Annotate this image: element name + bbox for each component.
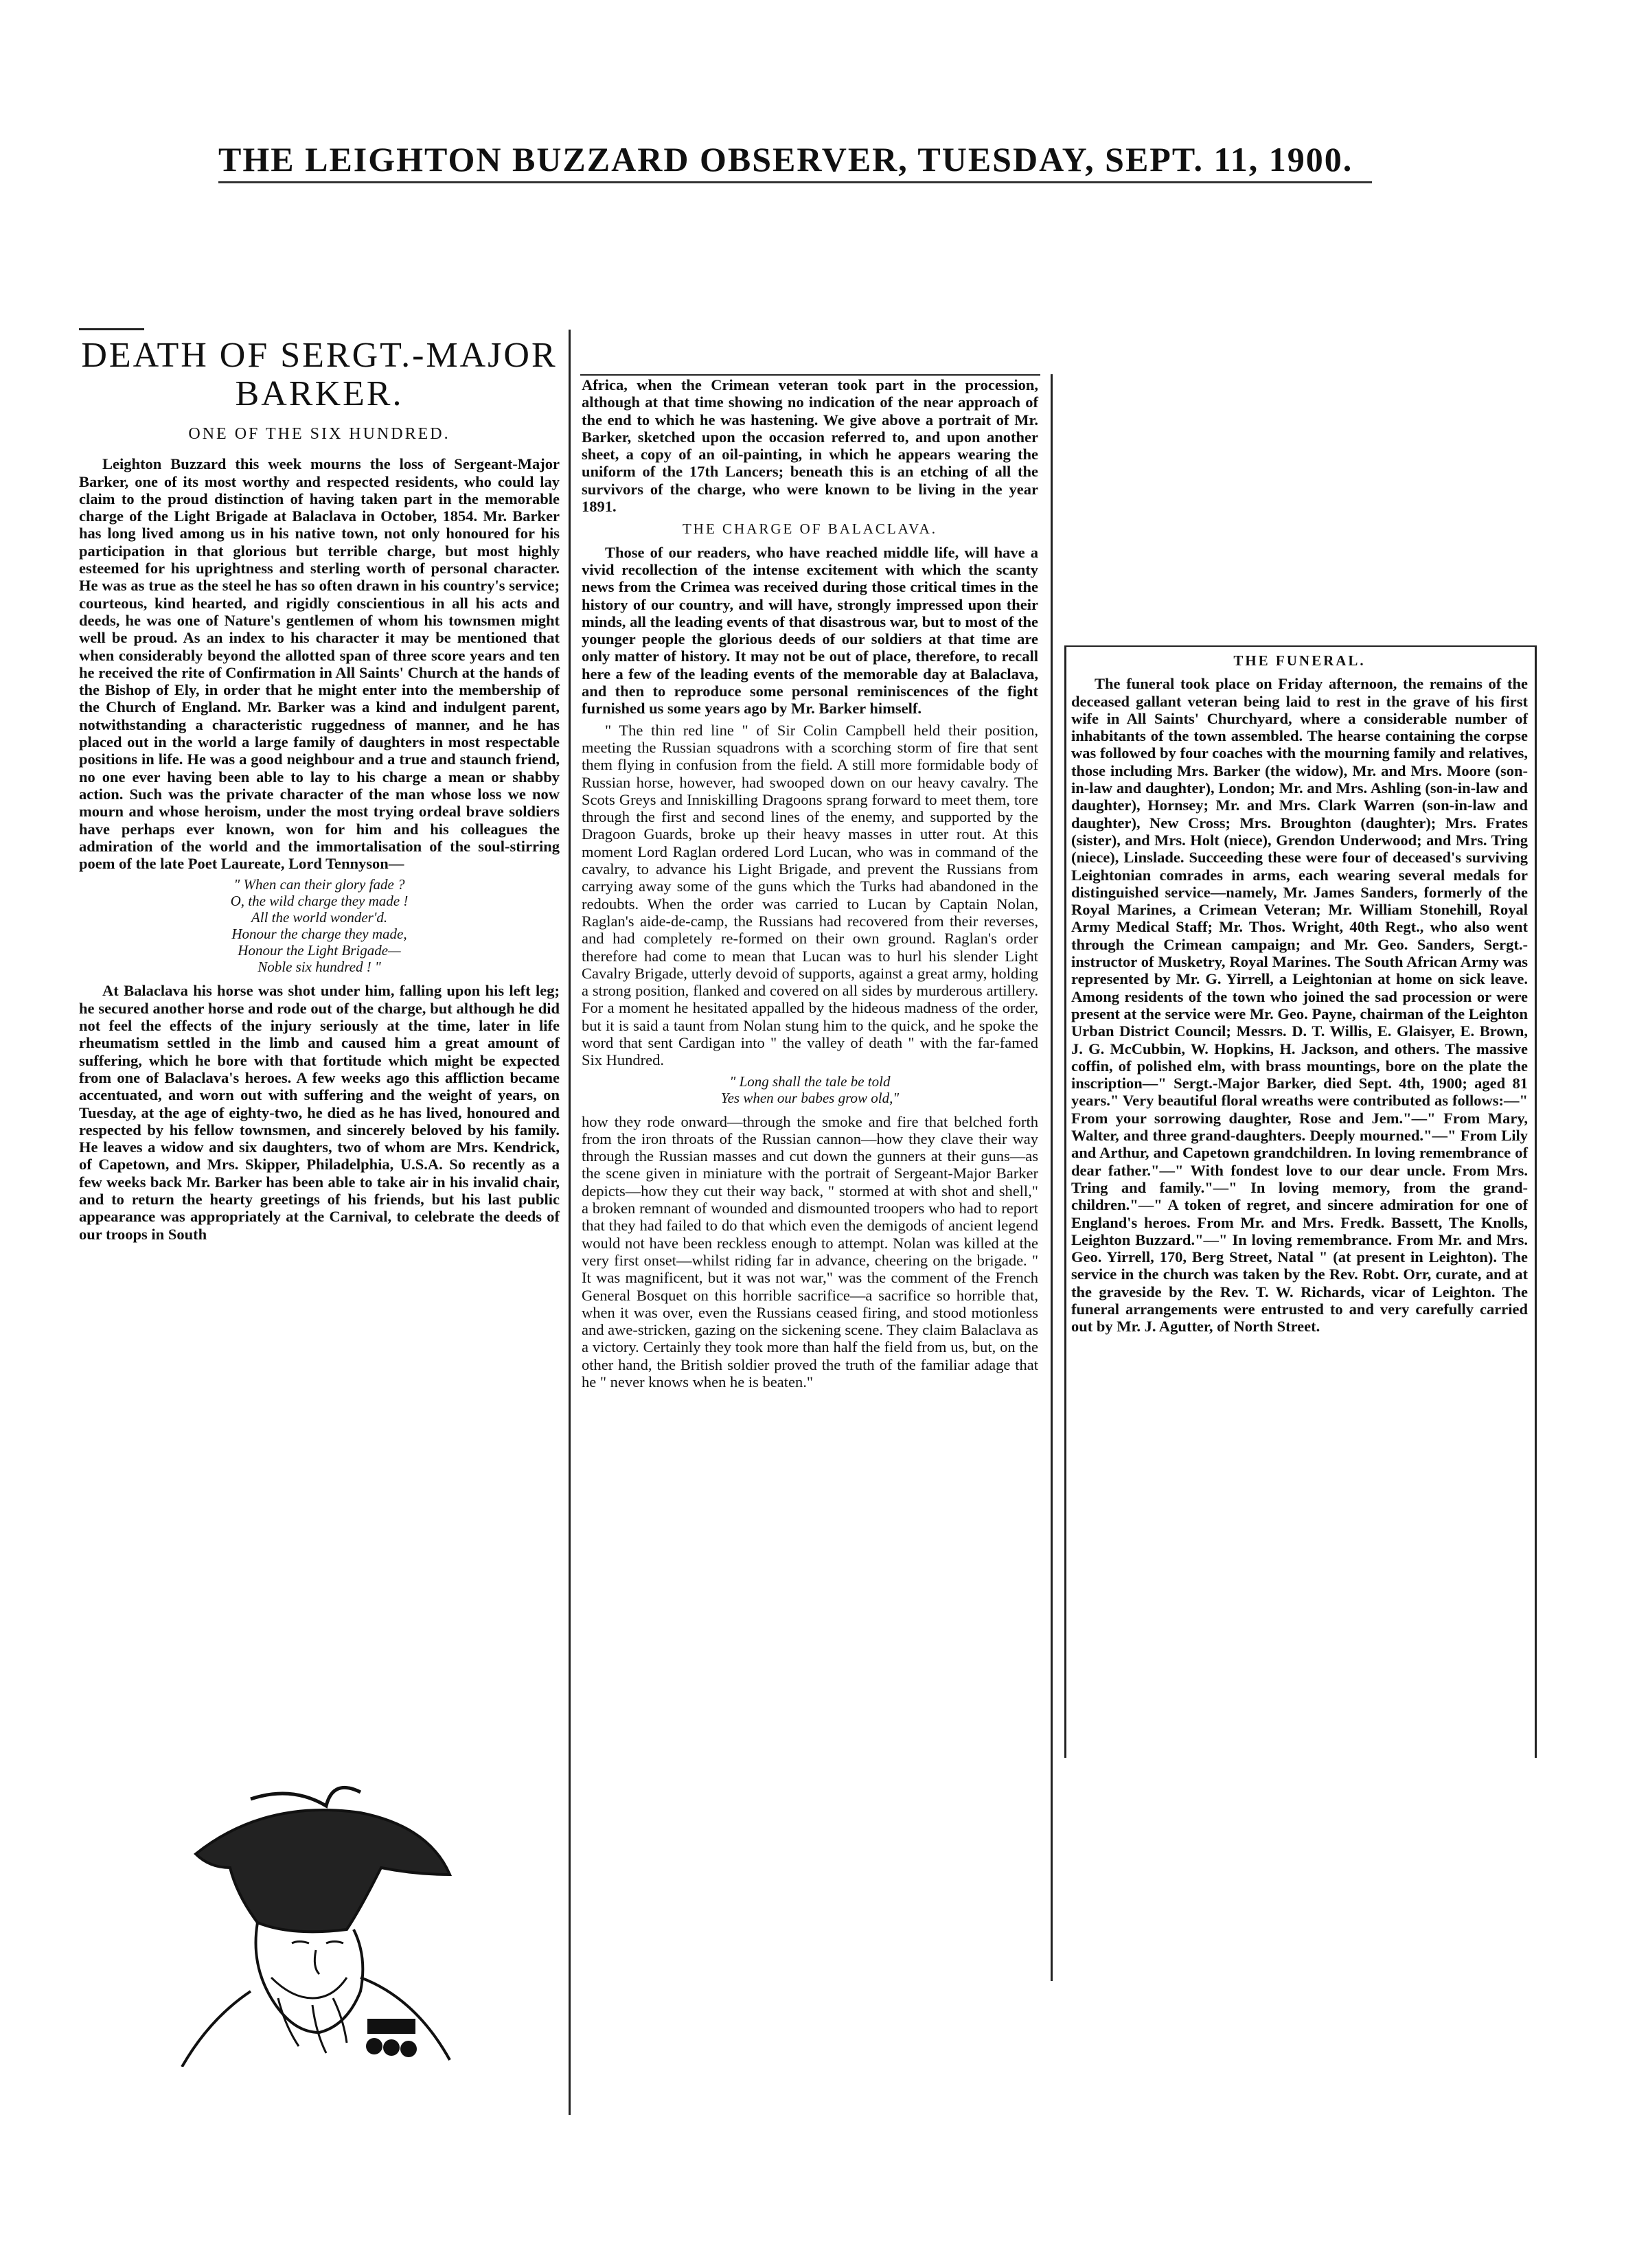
poem-line: Yes when our babes grow old," (720, 1089, 900, 1106)
poem-line: Honour the charge they made, (231, 926, 407, 943)
portrait-sketch-barker (154, 1772, 477, 2067)
article-paragraph: Africa, when the Crimean veteran took part in the procession, although at that time showing no indication of the near approach of the end to which he was hastening. We give above a portrait of Mr. Barker, sketched upon the occasion referred to, and upon another sheet, a copy of an oil-painting, in which he appears wearing the uniform of the 17th Lancers; beneath this is an etching of all the survivors of the charge, who were known to be living in the year 1891. (582, 376, 1038, 516)
column2-top-rule (580, 374, 1040, 376)
funeral-paragraph: The funeral took place on Friday afternoon, the remains of the deceased gallant veteran being laid to rest in the grave of his first wife in All Saints' Churchyard, where a considerable number of inhabitants of the town assembled. The hearse containing the corpse was followed by four coaches with the mourning family and relatives, those including Mrs. Barker (the widow), Mr. and Mrs. Moore (son-in-law and daughter), London; Mr. and Mrs. Ashling (son-in-law and daughter), Hornsey; Mr. and Mrs. Clark Warren (son-in-law and daughter), New Cross; Mrs. Broughton (daughter); Mrs. Frates (sister), and Mrs. Holt (niece), Grendon Underwood; and Mrs. Tring (niece), Linslade. Succeeding these were four of deceased's surviving Leightonian comrades in arms, each wearing several medals for distinguished service—namely, Mr. James Sanders, formerly of the Royal Marines, a Crimean Veteran; Mr. William Stonehill, Royal Army Medical Staff; Mr. Thos. Wright, 40th Regt., who also went through the Crimean campaign; and Mr. Geo. Sanders, Sergt.-instructor of Musketry, Royal Marines. The South African Army was represented by Mr. G. Yirrell, a Leightonian at home on sick leave. Among residents of the town who joined the sad procession or were present at the service were Mr. Geo. Payne, chairman of the Leighton Urban District Council; Messrs. D. T. Willis, E. Glaisyer, E. Brown, J. G. McCubbin, W. Hopkins, H. Jackson, and others. The massive coffin, of polished elm, with brass mountings, bore on the plate the inscription—" Sergt.-Major Barker, died Sept. 4th, 1900; aged 81 years." Very beautiful floral wreaths were contributed as follows:—" From your sorrowing daughter, Rose and Jem."—" From Mary, Walter, and three grand-daughters. Deeply mourned."—" From Lily and Arthur, and Capetown grandchildren. In loving remembrance of dear father."—" With fondest love to our dear uncle. From Mrs. Tring and family."—" In loving memory, from the grand-children."—" A token of regret, and sincere admiration for one of England's heroes. From Mr. and Mrs. Fredk. Bassett, The Knolls, Leighton Buzzard."—" In loving remembrance. From Mr. and Mrs. Geo. Yirrell, 170, Berg Street, Natal " (at present in Leighton). The service in the church was taken by the Rev. Robt. Orr, curate, and at the graveside by the Rev. T. W. Richards, vicar of Leighton. The funeral arrangements were entrusted to and very carefully carried out by Mr. J. Agutter, of North Street. (1071, 675, 1528, 1336)
article-paragraph: " The thin red line " of Sir Colin Campbell held their position, meeting the Russian squadrons with a scorching storm of fire that sent them flying in confusion from the field. A still more formidable body of Russian horse, however, had swooped down on our heavy cavalry. The Scots Greys and Inniskilling Dragoons sprang forward to meet them, tore through the first and second lines of the enemy, and supported by the Dragoon Guards, broke up their heavy masses in utter rout. At this moment Lord Raglan ordered Lord Lucan, who was in command of the cavalry, to advance his Light Brigade, and prevent the Russians from carrying away some of the guns which the Turks had abandoned in the redoubts. When the order was carried to Lucan by Captain Nolan, Raglan's aide-de-camp, the Russians had recovered from their reverses, and had completely re-formed on their own ground. Raglan's order therefore had come to mean that Lucan was to hurl his slender Light Cavalry Brigade, utterly devoid of supports, against a great army, holding a strong position, flanked and covered on all sides by murderous artillery. For a moment he hesitated appalled by the hideous madness of the order, but it is said a taunt from Nolan stung him to the quick, and he spoke the word that sent Cardigan into " the valley of death " with the far-famed Six Hundred. (582, 721, 1038, 1069)
column-rule-2 (1051, 374, 1053, 1981)
article-paragraph: how they rode onward—through the smoke and fire that belched forth from the iron throats of the Russian cannon—how they clave their way through the Russian masses and cut down the gunners at their guns—as the scene given in miniature with the portrait of Sergeant-Major Barker depicts—how they cut their way back, " stormed at with shot and shell," a broken remnant of wounded and dismounted troopers who had to report that they had failed to do that which even the demigods of ancient legend would not have been reckless enough to attempt. Nolan was killed at the very first onset—whilst riding far in advance, cheering on the brigade. " It was magnificent, but it was not war," was the comment of the French General Bosquet on this horrible sacrifice—a sacrifice so horrible that, when it was over, even the Russians ceased firing, and stood motionless and awe-stricken, gazing on the sickening scene. They claim Balaclava as a victory. Certainly they took more than half the field from us, but, on the other hand, the British soldier proved the truth of the familiar adage that he " never knows when he is beaten." (582, 1112, 1038, 1391)
poem-quote-long-tale (582, 1073, 1038, 1106)
funeral-box-left-rule (1064, 645, 1066, 1758)
poem-quote-tennyson (79, 876, 560, 975)
article-paragraph: Leighton Buzzard this week mourns the loss of Sergeant-Major Barker, one of its most worthy and respected residents, who could lay claim to the proud distinction of having taken part in the memorable charge of the Light Brigade at Balaclava in October, 1854. Mr. Barker has long lived among us in his native town, not only honoured for his participation in that glorious but terrible charge, but most highly esteemed for his uprightness and sterling worth of personal character. He was as true as the steel he has so often drawn in his country's service; courteous, kind hearted, and rigidly conscientious in all his acts and deeds, he was one of Nature's gentlemen of whom his townsmen might well be proud. As an index to his character it may be mentioned that when considerably beyond the allotted span of three score years and ten he received the rite of Confirmation in All Saints' Church at the hands of the Bishop of Ely, in order that he might enter into the membership of the Church of England. Mr. Barker was a kind and indulgent parent, notwithstanding a characteristic ruggedness of manner, and he has placed out in the world a large family of daughters in most respectable positions in life. He was a good neighbour and a true and staunch friend, no one ever having been able to lay to his charge a mean or shabby action. Such was the private character of the man whose loss we now mourn and whose heroism, under the most trying ordeal brave soldiers have perhaps ever known, won for him and his colleagues the admiration of the world and the immortalisation of the soul-stirring poem of the late Poet Laureate, Lord Tennyson— (79, 455, 560, 873)
article-column-1 (79, 336, 560, 1247)
masthead: THE LEIGHTON BUZZARD OBSERVER, TUESDAY, SEPT. 11, 1900. (218, 137, 1372, 183)
poem-line: All the world wonder'd. (251, 909, 388, 926)
column-rule-1 (569, 330, 571, 2115)
poem-line: " When can their glory fade ? (233, 876, 405, 893)
funeral-box-right-rule (1535, 645, 1537, 1758)
poem-line: Noble six hundred ! " (258, 959, 381, 976)
headline-top-rule (79, 328, 144, 330)
article-column-2 (582, 376, 1038, 1395)
poem-line: Honour the Light Brigade— (238, 942, 401, 959)
poem-line: " Long shall the tale be told (729, 1073, 891, 1090)
article-paragraph: Those of our readers, who have reached middle life, will have a vivid recollection of the intense excitement with which the scanty news from the Crimea was received during those critical times in the history of our country, and will have, strongly impressed upon their minds, all the leading events of that disastrous war, but to most of the younger people the glorious deeds of our soldiers at that time are only matter of history. It may not be out of place, therefore, to recall here a few of the leading events of the memorable day at Balaclava, and then to reproduce some personal reminiscences of the fight furnished us some years ago by Mr. Barker himself. (582, 543, 1038, 718)
article-headline (79, 336, 560, 413)
section-heading-charge: THE CHARGE OF BALACLAVA. (682, 520, 938, 538)
article-subheading: ONE OF THE SIX HUNDRED. (188, 425, 450, 443)
funeral-heading: THE FUNERAL. (1233, 652, 1366, 669)
headline-line-2: BARKER. (235, 374, 404, 413)
headline-line-1: DEATH OF SERGT.-MAJOR (81, 336, 558, 375)
funeral-column (1071, 652, 1528, 1340)
article-paragraph: At Balaclava his horse was shot under him, falling upon his left leg; he secured another horse and rode out of the charge, but although he did not feel the effects of the injury seriously at the time, later in life rheumatism settled in the limb and caused him a great amount of suffering, which he bore with that fortitude which might be expected from one of Balaclava's heroes. A few weeks ago this affliction became accentuated, and worn out with suffering and the weight of years, on Tuesday, at the age of eighty-two, he died as he has lived, honoured and respected by his fellow townsmen, and sincerely beloved by his family. He leaves a widow and six daughters, two of whom are Mrs. Kendrick, of Capetown, and Mrs. Skipper, Philadelphia, U.S.A. So recently as a few weeks back Mr. Barker has been able to take air in his invalid chair, and to return the hearty greetings of his friends, but his last public appearance was appropriately at the Carnival, to celebrate the deeds of our troops in South (79, 982, 560, 1243)
poem-line: O, the wild charge they made ! (230, 893, 409, 910)
funeral-box-top-rule (1064, 645, 1537, 647)
